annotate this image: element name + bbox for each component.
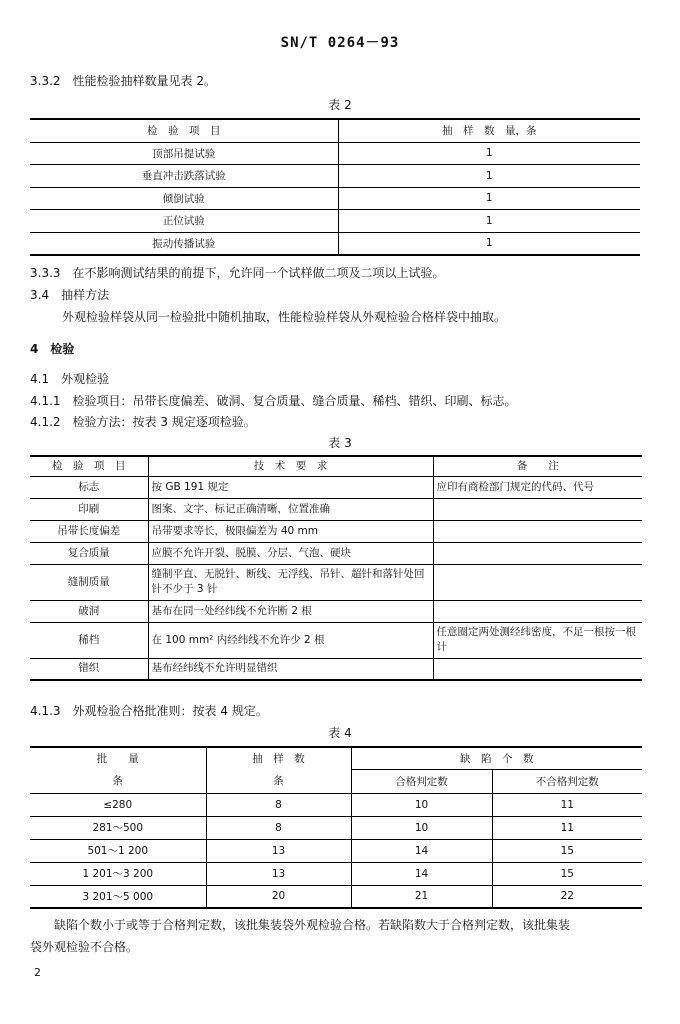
table-cell: 10 bbox=[351, 793, 492, 816]
conclusion-line-2: 袋外观检验不合格。 bbox=[30, 940, 139, 954]
table-cell: 振动传播试验 bbox=[30, 232, 338, 255]
table-cell: 图案、文字、标记正确清晰，位置准确 bbox=[148, 498, 433, 520]
table-cell: 15 bbox=[492, 839, 642, 862]
table-cell: 垂直冲击跌落试验 bbox=[30, 165, 338, 188]
clause-3-3-3: 3.3.3 在不影响测试结果的前提下，允许同一个试样做二项及二项以上试验。 bbox=[30, 266, 445, 280]
table-cell: 复合质量 bbox=[30, 542, 148, 564]
table-cell: 14 bbox=[351, 839, 492, 862]
table-header-cell: 检 验 项 目 bbox=[30, 119, 338, 142]
table-header-cell: 条 bbox=[206, 769, 351, 793]
table-cell: 应膜不允许开裂、脱膜、分层、气泡、硬块 bbox=[148, 542, 433, 564]
table-4 bbox=[30, 746, 642, 909]
table-cell: 1 bbox=[338, 165, 640, 188]
table-header-cell: 不合格判定数 bbox=[492, 769, 642, 793]
table-header-cell: 缺 陷 个 数 bbox=[351, 747, 642, 769]
table-cell: 11 bbox=[492, 816, 642, 839]
clause-4-1-3: 4.1.3 外观检验合格批准则：按表 4 规定。 bbox=[30, 704, 268, 718]
table4-caption: 表 4 bbox=[328, 726, 352, 740]
table-cell: 在 100 mm² 内经纬线不允许少 2 根 bbox=[148, 622, 433, 658]
table-cell: ≤280 bbox=[30, 793, 206, 816]
table-row bbox=[30, 476, 642, 498]
table-cell bbox=[433, 600, 642, 622]
table-cell: 基布经纬线不允许明显错织 bbox=[148, 658, 433, 680]
table-header-cell: 技 术 要 求 bbox=[148, 456, 433, 476]
table-cell: 正位试验 bbox=[30, 210, 338, 233]
clause-4-1-1: 4.1.1 检验项目：吊带长度偏差、破洞、复合质量、缝合质量、稀档、错织、印刷、标志。 bbox=[30, 394, 517, 408]
table-cell: 22 bbox=[492, 885, 642, 908]
table-cell: 281～500 bbox=[30, 816, 206, 839]
table-row bbox=[30, 816, 642, 839]
table-cell: 10 bbox=[351, 816, 492, 839]
table-cell: 1 bbox=[338, 187, 640, 210]
table-header-row bbox=[30, 747, 642, 769]
clause-4-1: 4.1 外观检验 bbox=[30, 372, 110, 386]
table-cell bbox=[433, 564, 642, 600]
table-header-cell: 检 验 项 目 bbox=[30, 456, 148, 476]
table-header-cell: 批 量 bbox=[96, 753, 139, 765]
clause-3-4: 3.4 抽样方法 bbox=[30, 288, 110, 302]
table-cell: 吊带长度偏差 bbox=[30, 520, 148, 542]
table-cell: 按 GB 191 规定 bbox=[148, 476, 433, 498]
table-cell: 14 bbox=[351, 862, 492, 885]
table-cell: 基布在同一处经纬线不允许断 2 根 bbox=[148, 600, 433, 622]
table-cell: 20 bbox=[206, 885, 351, 908]
table-row bbox=[30, 564, 642, 600]
table-row bbox=[30, 520, 642, 542]
table2-caption: 表 2 bbox=[328, 98, 352, 112]
table-cell: 应印有商检部门规定的代码、代号 bbox=[433, 476, 642, 498]
table-3 bbox=[30, 455, 642, 681]
table-header-row bbox=[30, 119, 640, 142]
clause-3-3-2: 3.3.2 性能检验抽样数量见表 2。 bbox=[30, 74, 216, 88]
table-cell: 顶部吊提试验 bbox=[30, 142, 338, 165]
table-row bbox=[30, 232, 640, 255]
table-2 bbox=[30, 118, 640, 256]
table-cell: 8 bbox=[206, 816, 351, 839]
table-cell: 倾倒试验 bbox=[30, 187, 338, 210]
table-cell: 1 bbox=[338, 142, 640, 165]
table-row bbox=[30, 839, 642, 862]
table-cell: 吊带要求等长，极限偏差为 40 mm bbox=[148, 520, 433, 542]
table-header-cell: 合格判定数 bbox=[351, 769, 492, 793]
table-row bbox=[30, 498, 642, 520]
table-cell bbox=[433, 520, 642, 542]
table-row bbox=[30, 885, 642, 908]
table-cell: 11 bbox=[492, 793, 642, 816]
table-cell: 8 bbox=[206, 793, 351, 816]
table-row bbox=[30, 622, 642, 658]
standard-code-header: SN/T 0264－93 bbox=[280, 35, 400, 51]
table-header-row bbox=[30, 456, 642, 476]
clause-4-1-2: 4.1.2 检验方法：按表 3 规定逐项检验。 bbox=[30, 415, 256, 429]
table-header-cell: 备 注 bbox=[433, 456, 642, 476]
table-cell: 13 bbox=[206, 839, 351, 862]
table-cell bbox=[433, 498, 642, 520]
table-cell: 1 bbox=[338, 210, 640, 233]
table-cell: 1 bbox=[485, 237, 493, 250]
table-row bbox=[30, 658, 642, 680]
table3-caption: 表 3 bbox=[328, 436, 352, 450]
table-header-row bbox=[30, 769, 642, 793]
conclusion-line-1: 缺陷个数小于或等于合格判定数，该批集装袋外观检验合格。若缺陷数大于合格判定数，该批集装 bbox=[54, 918, 571, 932]
table-cell: 错织 bbox=[78, 662, 100, 675]
table-cell: 破洞 bbox=[30, 600, 148, 622]
clause-3-4-body: 外观检验样袋从同一检验批中随机抽取，性能检验样袋从外观检验合格样袋中抽取。 bbox=[62, 310, 507, 324]
table-row bbox=[30, 793, 642, 816]
table-cell: 21 bbox=[351, 885, 492, 908]
table-row bbox=[30, 187, 640, 210]
table-cell: 15 bbox=[492, 862, 642, 885]
table-header-cell: 抽 样 数 bbox=[206, 747, 351, 769]
table-row bbox=[30, 862, 642, 885]
table-cell: 任意圈定两处测经纬密度，不足一根按一根计 bbox=[433, 622, 642, 658]
table-cell: 缝制质量 bbox=[30, 564, 148, 600]
page-number: 2 bbox=[34, 966, 41, 979]
table-row bbox=[30, 210, 640, 233]
section-4-heading: 4 检验 bbox=[30, 342, 75, 356]
table-header-cell: 条 bbox=[30, 769, 206, 793]
table-cell bbox=[433, 542, 642, 564]
table-cell: 3 201～5 000 bbox=[82, 890, 154, 903]
table-cell: 1 201～3 200 bbox=[30, 862, 206, 885]
table-cell: 印刷 bbox=[30, 498, 148, 520]
table-cell bbox=[433, 658, 642, 680]
table-row bbox=[30, 542, 642, 564]
table-row bbox=[30, 142, 640, 165]
table-cell: 标志 bbox=[30, 476, 148, 498]
table-cell: 13 bbox=[206, 862, 351, 885]
table-cell: 稀档 bbox=[30, 622, 148, 658]
table-cell: 缝制平直、无脱针、断线、无浮线、吊针、超针和落针处回针不少于 3 针 bbox=[148, 564, 433, 600]
table-row bbox=[30, 600, 642, 622]
table-row bbox=[30, 165, 640, 188]
table-header-cell: 抽 样 数 量，条 bbox=[338, 119, 640, 142]
table-cell: 501～1 200 bbox=[30, 839, 206, 862]
